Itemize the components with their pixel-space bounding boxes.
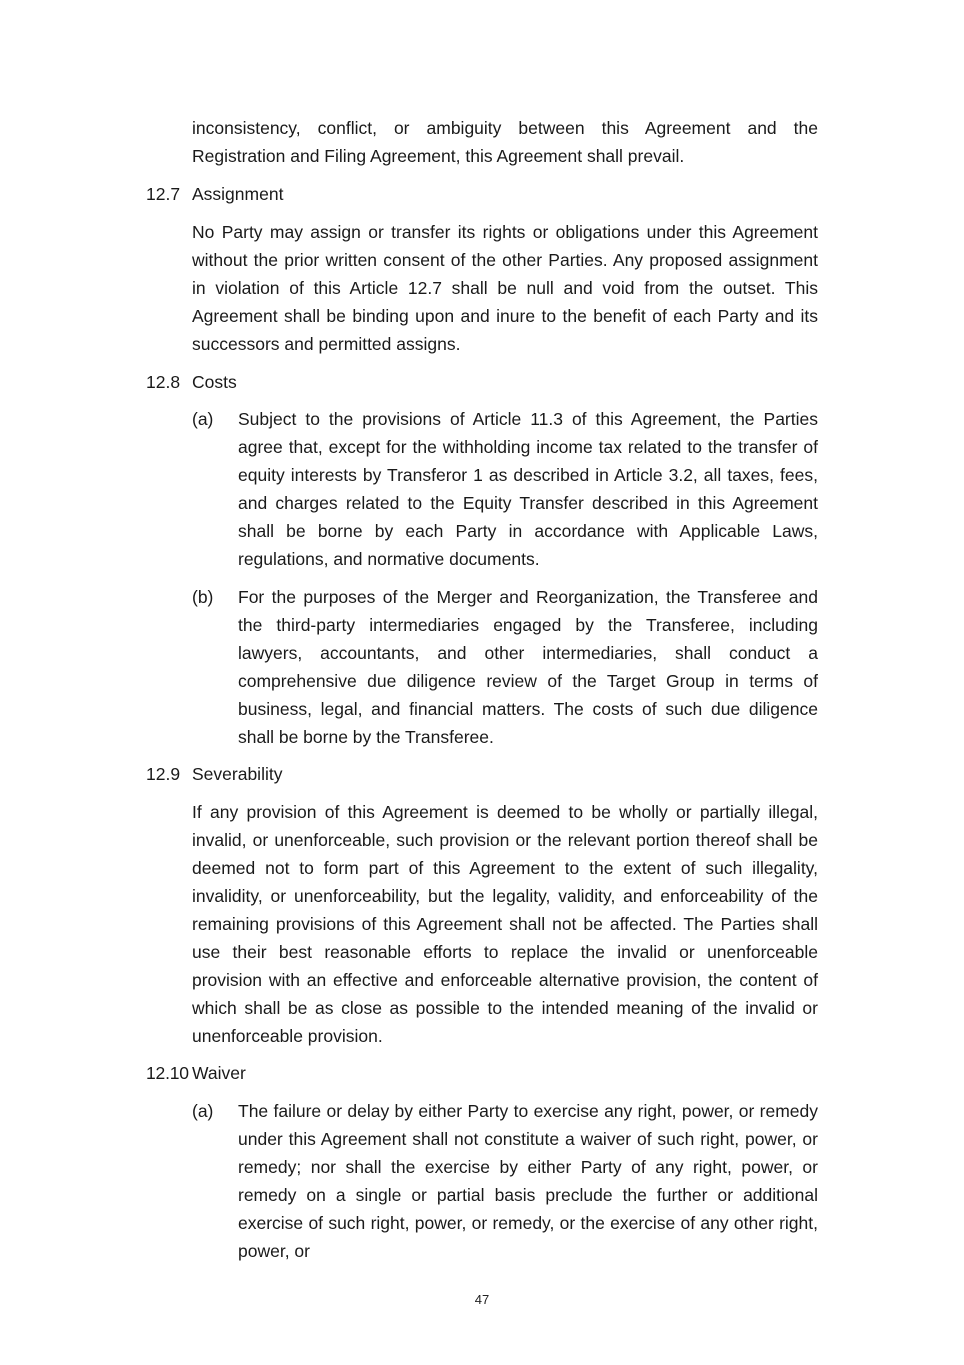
page-number: 47 xyxy=(474,1292,490,1307)
item-text: For the purposes of the Merger and Reorganization, the Transferee and the third-party intermediaries engaged by the Transferee, including lawyers, accountants, and other intermediaries, shall conduct a comprehensive due diligence review of the Target Group in terms of business, legal, and financial matters. The costs of such due diligence shall be borne by the Transferee. xyxy=(238,587,818,747)
section-number: 12.10 xyxy=(146,1063,189,1083)
section-heading-waiver xyxy=(146,1059,246,1087)
assignment-paragraph: No Party may assign or transfer its rights or obligations under this Agreement without the prior written consent of the other Parties. Any proposed assignment in violation of this Article 12.7 shall be null and void from the outset. This Agreement shall be binding upon and inure to the benefit of each Party and its successors and permitted assigns. xyxy=(192,222,818,354)
section-title: Waiver xyxy=(192,1063,246,1083)
item-label: (a) xyxy=(192,1101,214,1121)
section-heading-severability xyxy=(146,760,282,788)
section-title: Severability xyxy=(192,764,283,784)
section-heading-assignment xyxy=(146,180,283,208)
section-title: Costs xyxy=(192,372,237,392)
item-label: (a) xyxy=(192,409,214,429)
item-text: Subject to the provisions of Article 11.3 of this Agreement, the Parties agree that, except for the withholding income tax related to the transfer of equity interests by Transferor 1 as described in Article 3.2, all taxes, fees, and charges related to the Equity Transfer described in this Agreement shall be borne by each Party in accordance with Applicable Laws, regulations, and normative documents. xyxy=(238,409,818,569)
section-heading-costs xyxy=(146,368,237,396)
section-number: 12.7 xyxy=(146,184,181,204)
section-title: Assignment xyxy=(192,184,284,204)
section-number: 12.8 xyxy=(146,372,181,392)
severability-paragraph: If any provision of this Agreement is deemed to be wholly or partially illegal, invalid, or unenforceable, such provision or the relevant portion thereof shall be deemed not to form part of this Agreement to the extent of such illegality, invalidity, or unenforceability, but the legality, validity, and enforceability of the remaining provisions of this Agreement shall not be affected. The Parties shall use their best reasonable efforts to replace the invalid or unenforceable provision with an effective and enforceable alternative provision, the content of which shall be as close as possible to the intended meaning of the invalid or unenforceable provision. xyxy=(192,802,818,1046)
item-label: (b) xyxy=(192,587,214,607)
section-number: 12.9 xyxy=(146,764,181,784)
item-text: The failure or delay by either Party to exercise any right, power, or remedy under this Agreement shall not constitute a waiver of such right, power, or remedy; nor shall the exercise by either Party of any right, power, or remedy on a single or partial basis preclude the further or additional exercise of such right, power, or remedy, or the exercise of any other right, power, or xyxy=(238,1101,818,1261)
continuation-paragraph: inconsistency, conflict, or ambiguity between this Agreement and the Registration and Filing Agreement, this Agreement shall prevail. xyxy=(192,118,818,166)
